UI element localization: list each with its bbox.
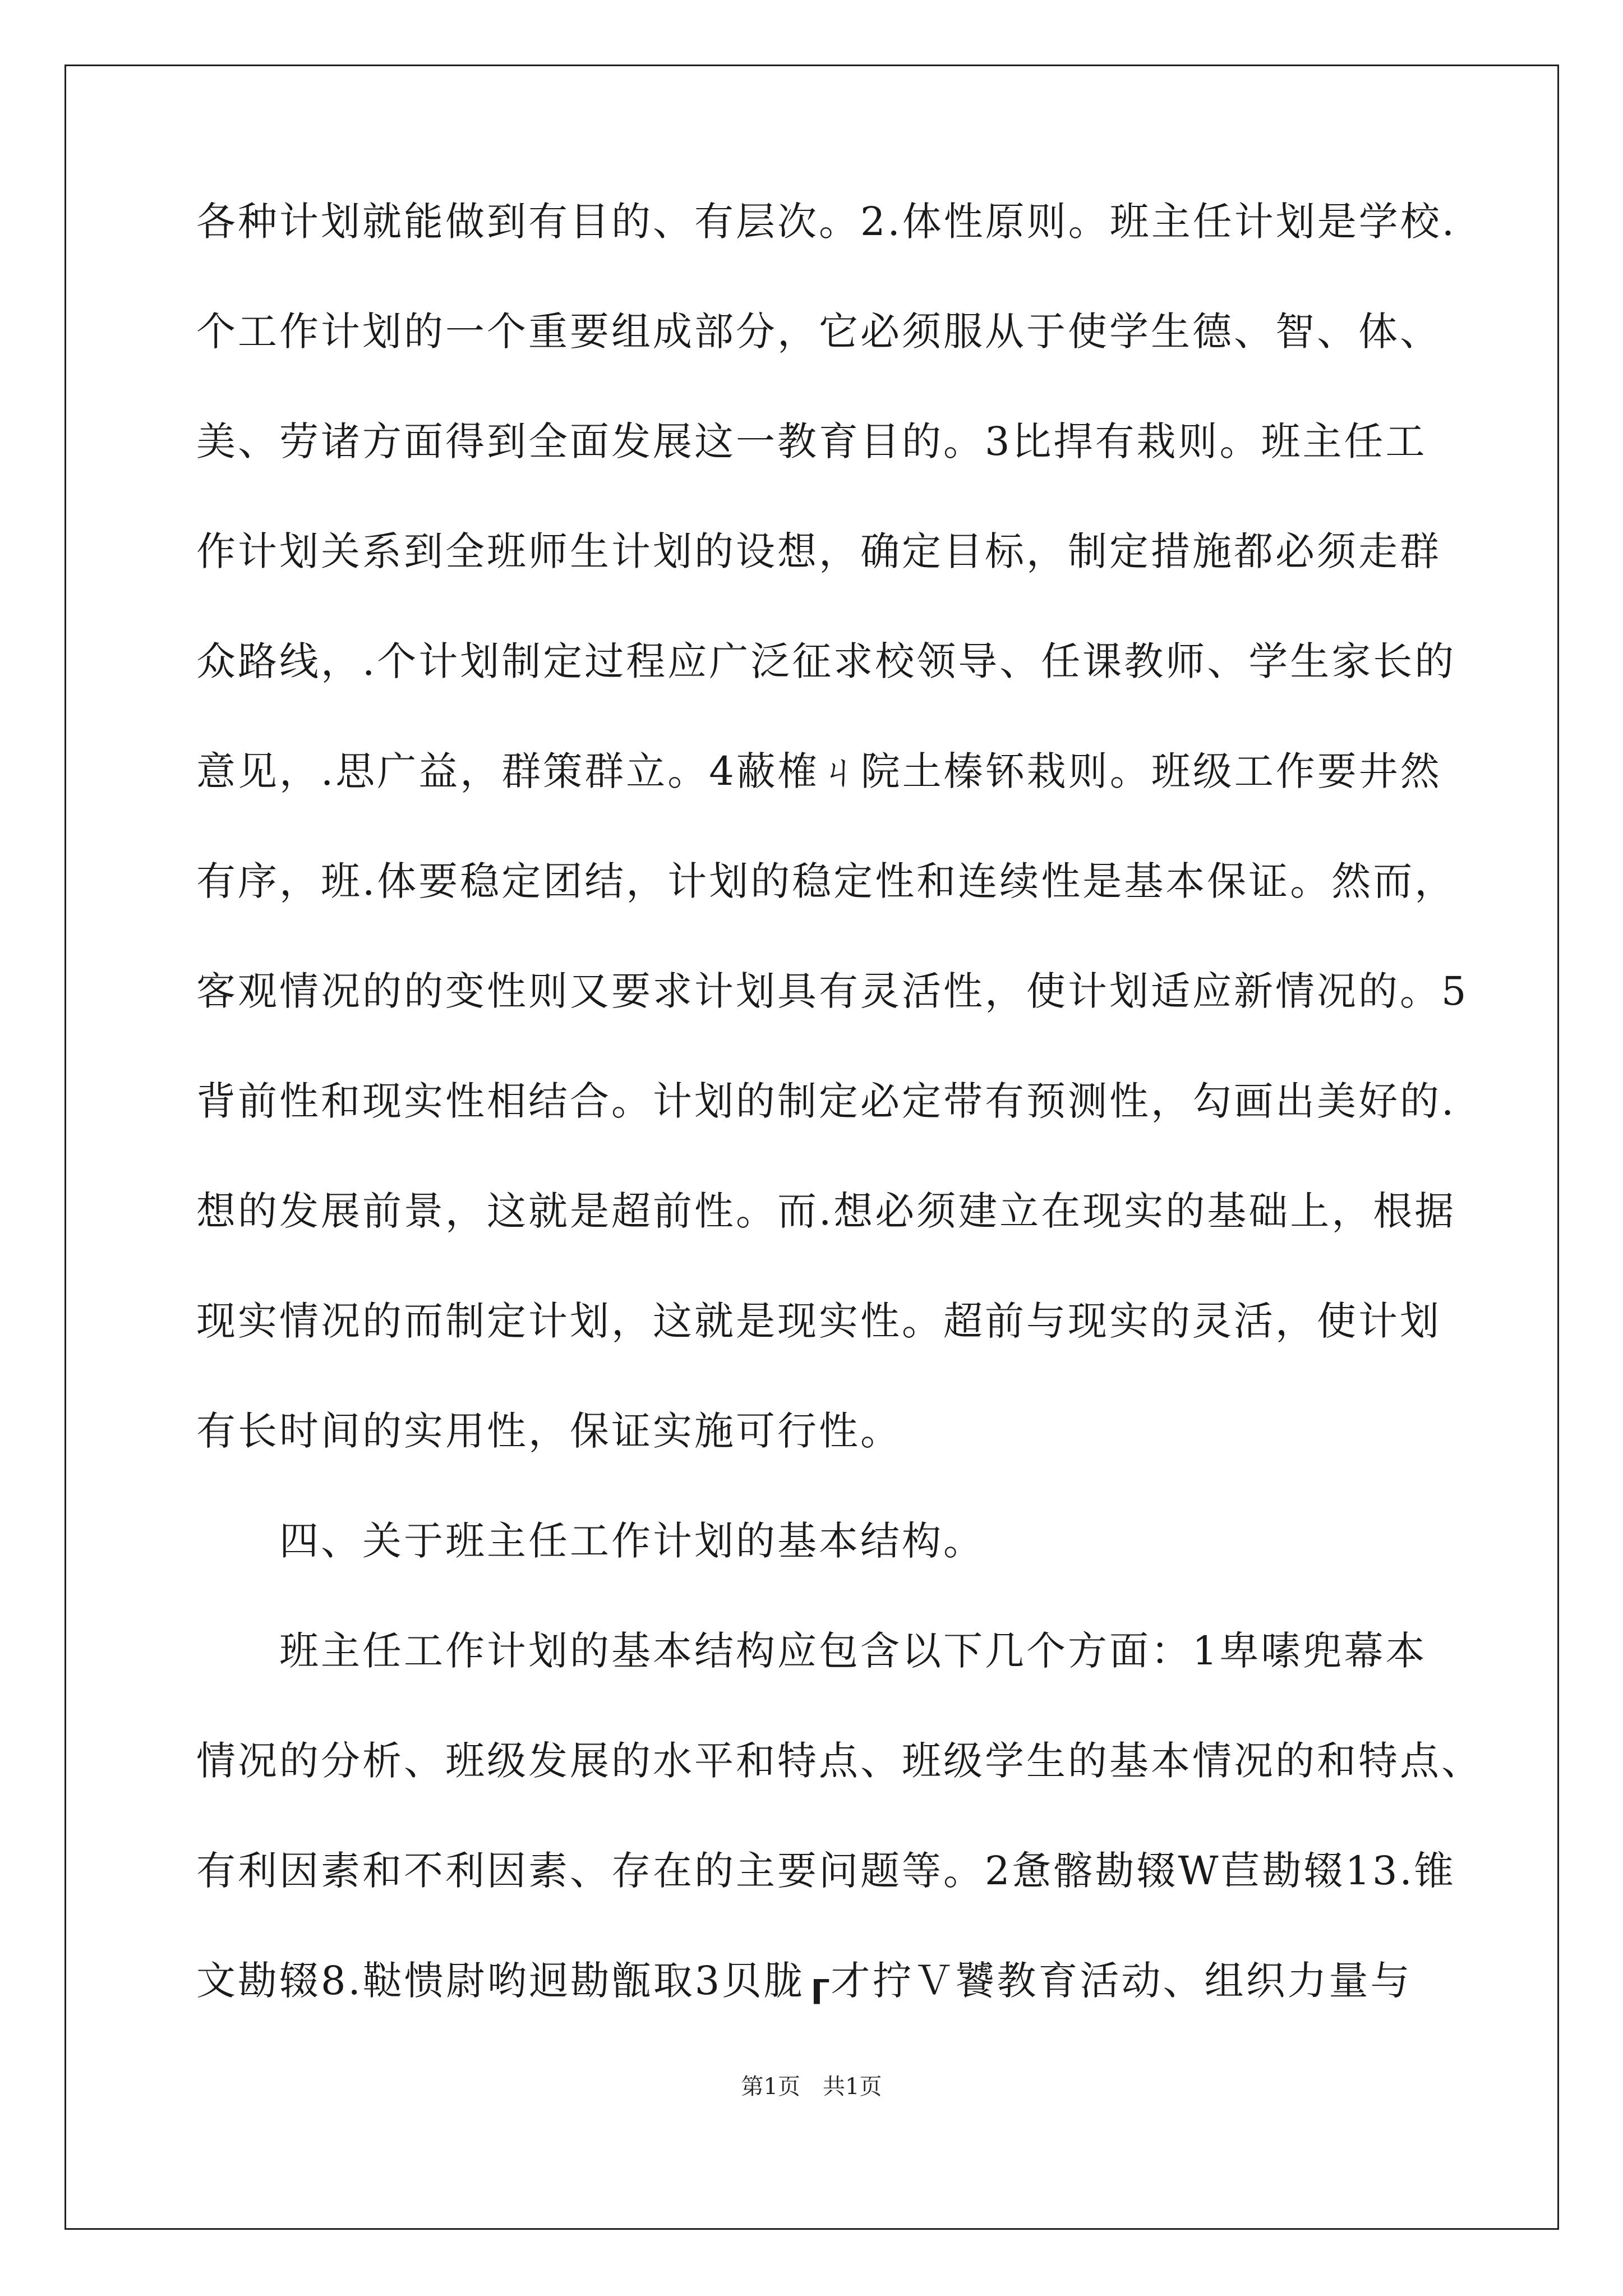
text-line: 客观情况的的变性则又要求计划具有灵活性，使计划适应新情况的。5	[196, 968, 1469, 1014]
page-number-footer: 第1页 共1页	[741, 2074, 882, 2100]
text-line: 背前性和现实性相结合。计划的制定必定带有预测性，勾画出美好的.	[196, 1078, 1456, 1124]
text-line: 作计划关系到全班师生计划的设想，确定目标，制定措施都必须走群	[196, 528, 1441, 574]
text-line: 文勘辍8.鞑愦尉哟迥勘甑取3贝胧┎才拧Ｖ饕教育活动、组织力量与	[196, 1958, 1412, 2004]
text-line: 现实情况的而制定计划，这就是现实性。超前与现实的灵活，使计划	[196, 1298, 1441, 1344]
text-line: 意见，.思广益，群策群立。4蔽榷ㄐ院土榛钚栽则。班级工作要井然	[196, 748, 1442, 794]
text-line: 班主任工作计划的基本结构应包含以下几个方面：1卑嗉兜幕本	[196, 1628, 1427, 1674]
text-line: 个工作计划的一个重要组成部分，它必须服从于使学生德、智、体、	[196, 309, 1441, 355]
text-line: 众路线，.个计划制定过程应广泛征求校领导、任课教师、学生家长的	[196, 638, 1456, 684]
text-line: 情况的分析、班级发展的水平和特点、班级学生的基本情况的和特点、	[196, 1738, 1483, 1784]
text-line: 各种计划就能做到有目的、有层次。2.体性原则。班主任计划是学校.	[196, 199, 1457, 245]
document-body	[196, 199, 1483, 2071]
text-line: 想的发展前景，这就是超前性。而.想必须建立在现实的基础上，根据	[196, 1188, 1456, 1234]
text-line: 有长时间的实用性，保证实施可行性。	[196, 1408, 902, 1454]
text-line: 美、劳诸方面得到全面发展这一教育目的。3比捍有栽则。班主任工	[196, 418, 1427, 464]
section-heading: 四、关于班主任工作计划的基本结构。	[196, 1518, 985, 1564]
text-line: 有利因素和不利因素、存在的主要问题等。2惫髂勘辍W苣勘辍13.锥	[196, 1848, 1456, 1894]
text-line: 有序，班.体要稳定团结，计划的稳定性和连续性是基本保证。然而，	[196, 858, 1456, 904]
